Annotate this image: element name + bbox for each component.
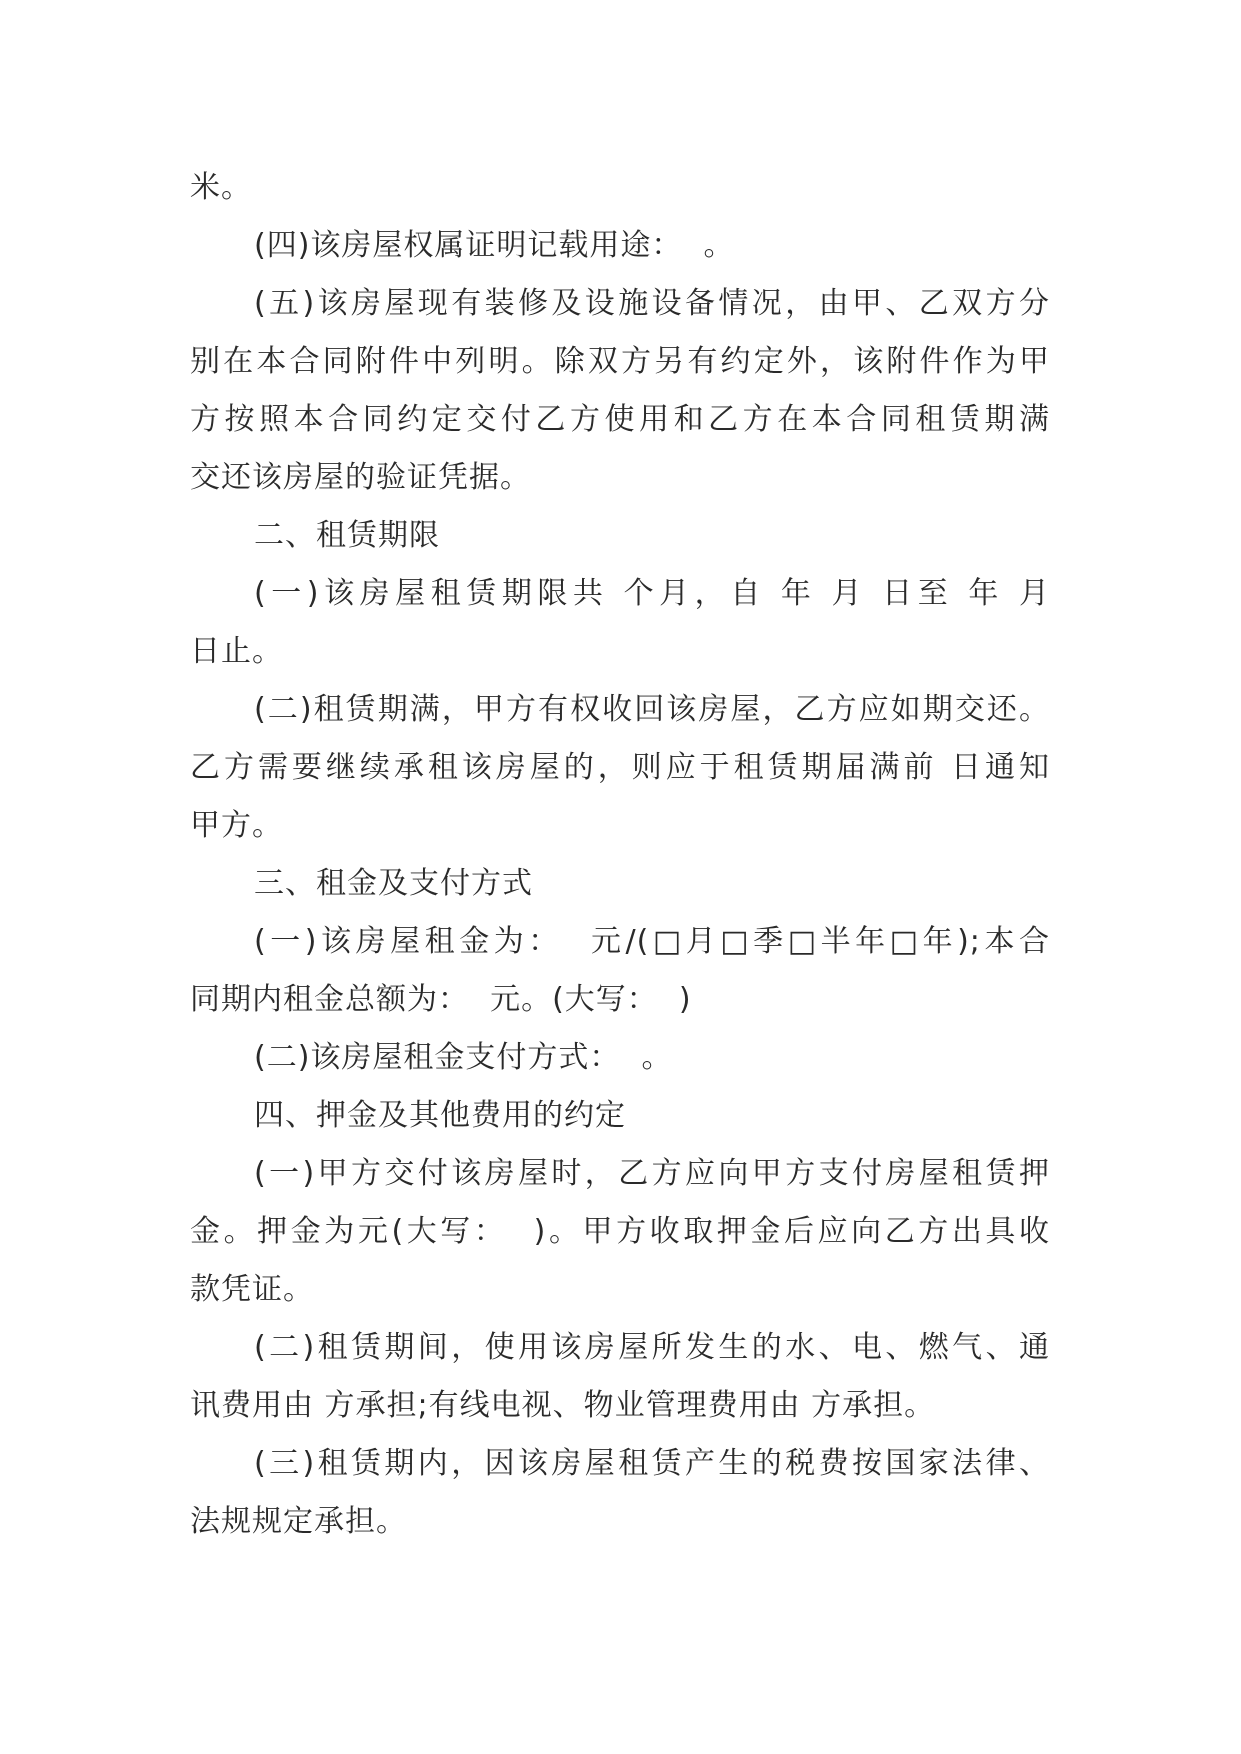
document-body xyxy=(190,159,1050,1551)
text-line: 乙方需要继续承租该房屋的，则应于租赁期届满前 日通知 xyxy=(190,750,1050,785)
text-line: 讯费用由 方承担;有线电视、物业管理费用由 方承担。 xyxy=(190,1388,936,1423)
text-line: 甲方。 xyxy=(190,808,283,843)
text-line: (二)租赁期间，使用该房屋所发生的水、电、燃气、通 xyxy=(254,1330,1050,1365)
section-heading: 三、租金及支付方式 xyxy=(254,866,533,901)
text-line: (二)该房屋租金支付方式： 。 xyxy=(254,1040,673,1075)
text-line: 方按照本合同约定交付乙方使用和乙方在本合同租赁期满 xyxy=(190,402,1050,437)
text-line: (一)该房屋租赁期限共 个月，自 年 月 日至 年 月 xyxy=(254,576,1050,611)
text-line: (三)租赁期内，因该房屋租赁产生的税费按国家法律、 xyxy=(254,1446,1050,1481)
text-line: (二)租赁期满，甲方有权收回该房屋，乙方应如期交还。 xyxy=(254,692,1050,727)
text-line: 交还该房屋的验证凭据。 xyxy=(190,460,531,495)
text-line: (五)该房屋现有装修及设施设备情况，由甲、乙双方分 xyxy=(254,286,1050,321)
text-line: 日止。 xyxy=(190,634,283,669)
text-line: 同期内租金总额为： 元。(大写： ) xyxy=(190,982,692,1017)
section-heading: 四、押金及其他费用的约定 xyxy=(254,1098,626,1133)
section-heading: 二、租赁期限 xyxy=(254,518,440,553)
text-line: (一)甲方交付该房屋时，乙方应向甲方支付房屋租赁押 xyxy=(254,1156,1050,1191)
text-line: 金。押金为元(大写： )。甲方收取押金后应向乙方出具收 xyxy=(190,1214,1050,1249)
text-line: 米。 xyxy=(190,170,252,205)
text-line: (四)该房屋权属证明记载用途： 。 xyxy=(254,228,735,263)
text-line: 别在本合同附件中列明。除双方另有约定外，该附件作为甲 xyxy=(190,344,1050,379)
text-line: 款凭证。 xyxy=(190,1272,314,1307)
text-line: 法规规定承担。 xyxy=(190,1504,407,1539)
text-line: (一)该房屋租金为： 元/(□月□季□半年□年);本合 xyxy=(254,924,1050,959)
